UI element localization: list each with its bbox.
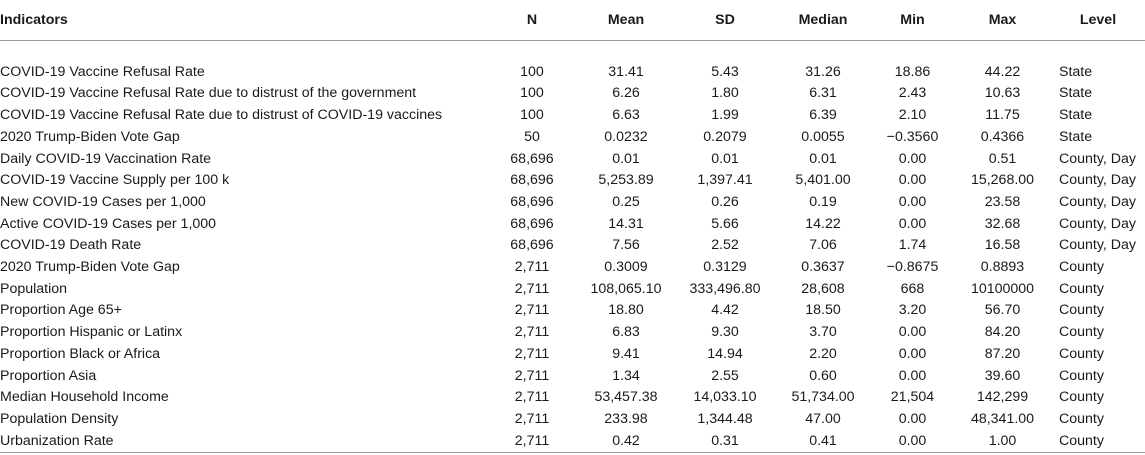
- cell-median: 0.19: [809, 193, 837, 210]
- cell-n: 2,711: [514, 410, 550, 427]
- cell-mean: 6.63: [612, 107, 640, 124]
- cell-min: 0.00: [898, 345, 927, 362]
- table-row: [0, 192, 1145, 214]
- cell-indicator: Proportion Age 65+: [0, 302, 122, 319]
- table-row: [0, 322, 1145, 344]
- table-row: [0, 300, 1145, 322]
- cell-indicator: COVID-19 Vaccine Refusal Rate due to distrust of COVID-19 vaccines: [0, 107, 443, 124]
- cell-mean: 233.98: [604, 410, 648, 427]
- cell-max: 0.4366: [980, 128, 1025, 145]
- cell-max: 10100000: [970, 280, 1035, 297]
- cell-level: State: [1059, 107, 1093, 124]
- cell-median: 47.00: [805, 410, 841, 427]
- cell-sd: 0.01: [711, 150, 739, 167]
- cell-n: 68,696: [510, 172, 554, 189]
- cell-level: County, Day: [1059, 150, 1137, 167]
- cell-level: County: [1059, 389, 1104, 406]
- table-row: [0, 257, 1145, 279]
- cell-max: 39.60: [984, 367, 1021, 384]
- table-row: [0, 344, 1145, 366]
- table-row: [0, 387, 1145, 409]
- cell-max: 0.8893: [980, 259, 1025, 276]
- cell-level: State: [1059, 63, 1093, 80]
- table-row: [0, 409, 1145, 431]
- cell-mean: 5,253.89: [598, 172, 654, 189]
- cell-indicator: COVID-19 Vaccine Supply per 100 k: [0, 172, 230, 189]
- cell-max: 11.75: [985, 107, 1020, 124]
- cell-n: 2,711: [514, 259, 550, 276]
- cell-level: County: [1059, 345, 1104, 362]
- cell-level: County: [1059, 302, 1104, 319]
- cell-indicator: Daily COVID-19 Vaccination Rate: [0, 150, 212, 167]
- cell-mean: 18.80: [608, 302, 644, 319]
- cell-mean: 6.83: [612, 324, 640, 341]
- cell-indicator: Urbanization Rate: [0, 432, 114, 449]
- cell-sd: 0.3129: [703, 259, 747, 276]
- cell-min: 3.20: [898, 302, 927, 319]
- cell-median: 7.06: [809, 237, 837, 254]
- cell-max: 56.70: [984, 302, 1021, 319]
- cell-n: 100: [520, 107, 544, 124]
- cell-level: County, Day: [1059, 172, 1137, 189]
- header-mean: Mean: [577, 0, 675, 40]
- cell-median: 2.20: [809, 345, 837, 362]
- cell-min: 0.00: [898, 324, 927, 341]
- cell-min: 0.00: [898, 410, 927, 427]
- cell-max: 48,341.00: [970, 410, 1035, 427]
- header-indicators: Indicators: [0, 0, 487, 40]
- cell-min: 0.00: [898, 215, 927, 232]
- cell-max: 84.20: [984, 324, 1021, 341]
- cell-median: 6.31: [809, 85, 837, 102]
- cell-n: 2,711: [514, 324, 550, 341]
- header-level: Level: [1051, 0, 1145, 40]
- cell-sd: 5.43: [711, 63, 739, 80]
- cell-median: 18.50: [805, 302, 841, 319]
- cell-median: 0.01: [809, 150, 837, 167]
- cell-mean: 0.01: [612, 150, 640, 167]
- cell-sd: 333,496.80: [689, 280, 761, 297]
- table-row: [0, 83, 1145, 105]
- cell-level: County: [1059, 324, 1104, 341]
- cell-min: 2.10: [898, 107, 927, 124]
- cell-sd: 0.26: [711, 193, 739, 210]
- table-body: [0, 40, 1145, 453]
- cell-indicator: 2020 Trump-Biden Vote Gap: [0, 128, 180, 145]
- cell-indicator: New COVID-19 Cases per 1,000: [0, 193, 206, 210]
- cell-sd: 0.31: [711, 432, 739, 449]
- table-row: [0, 62, 1145, 84]
- cell-min: 21,504: [890, 389, 935, 406]
- cell-sd: 2.55: [711, 367, 739, 384]
- cell-level: State: [1059, 128, 1093, 145]
- cell-mean: 6.26: [612, 85, 640, 102]
- cell-sd: 0.2079: [703, 128, 747, 145]
- cell-mean: 0.3009: [604, 259, 648, 276]
- cell-level: County, Day: [1059, 215, 1137, 232]
- table-header: [0, 0, 1145, 40]
- cell-max: 23.58: [984, 193, 1021, 210]
- cell-mean: 108,065.10: [590, 280, 662, 297]
- cell-median: 51,734.00: [791, 389, 855, 406]
- cell-n: 68,696: [510, 237, 554, 254]
- cell-mean: 0.0232: [604, 128, 648, 145]
- cell-min: 2.43: [898, 85, 927, 102]
- table-row: [0, 105, 1145, 127]
- header-median: Median: [775, 0, 871, 40]
- cell-median: 14.22: [805, 215, 841, 232]
- cell-median: 6.39: [809, 107, 837, 124]
- cell-sd: 1,344.48: [697, 410, 753, 427]
- cell-sd: 1.99: [711, 107, 739, 124]
- table-row: [0, 279, 1145, 301]
- table-row: [0, 366, 1145, 388]
- cell-n: 2,711: [514, 389, 550, 406]
- cell-sd: 5.66: [711, 215, 739, 232]
- cell-sd: 2.52: [711, 237, 739, 254]
- cell-median: 3.70: [809, 324, 837, 341]
- header-sd: SD: [675, 0, 775, 40]
- cell-indicator: COVID-19 Death Rate: [0, 237, 142, 254]
- cell-indicator: Proportion Hispanic or Latinx: [0, 324, 183, 341]
- table-row: [0, 149, 1145, 171]
- cell-min: 0.00: [898, 193, 927, 210]
- cell-level: County: [1059, 367, 1104, 384]
- cell-n: 2,711: [514, 302, 550, 319]
- cell-level: County: [1059, 432, 1104, 449]
- cell-min: 668: [900, 280, 925, 297]
- cell-level: County: [1059, 259, 1104, 276]
- cell-indicator: 2020 Trump-Biden Vote Gap: [0, 259, 180, 276]
- cell-n: 100: [520, 85, 544, 102]
- cell-sd: 4.42: [711, 302, 739, 319]
- cell-mean: 9.41: [612, 345, 640, 362]
- cell-max: 10.63: [984, 85, 1021, 102]
- cell-mean: 14.31: [608, 215, 644, 232]
- cell-level: State: [1059, 85, 1093, 102]
- header-max: Max: [954, 0, 1051, 40]
- cell-max: 32.68: [984, 215, 1021, 232]
- cell-sd: 1,397.41: [697, 172, 753, 189]
- header-row: [0, 0, 1145, 40]
- cell-min: 0.00: [898, 367, 927, 384]
- cell-max: 15,268.00: [970, 172, 1035, 189]
- cell-n: 2,711: [514, 345, 550, 362]
- cell-sd: 14.94: [707, 345, 743, 362]
- cell-n: 50: [524, 128, 540, 145]
- cell-median: 5,401.00: [795, 172, 851, 189]
- table-row: [0, 214, 1145, 236]
- cell-n: 68,696: [510, 193, 554, 210]
- cell-sd: 14,033.10: [693, 389, 757, 406]
- cell-n: 2,711: [514, 367, 550, 384]
- cell-indicator: COVID-19 Vaccine Refusal Rate: [0, 63, 205, 80]
- cell-mean: 0.25: [612, 193, 640, 210]
- cell-n: 68,696: [510, 150, 554, 167]
- cell-level: County: [1059, 280, 1104, 297]
- cell-level: County, Day: [1059, 237, 1137, 254]
- cell-median: 31.26: [805, 63, 841, 80]
- cell-max: 44.22: [984, 63, 1021, 80]
- table-row: [0, 127, 1145, 149]
- cell-mean: 7.56: [612, 237, 640, 254]
- cell-max: 142,299: [976, 389, 1029, 406]
- cell-min: 0.00: [898, 432, 927, 449]
- cell-sd: 1.80: [711, 85, 739, 102]
- cell-indicator: Median Household Income: [0, 389, 169, 406]
- cell-median: 0.3637: [801, 259, 845, 276]
- cell-indicator: Population Density: [0, 410, 119, 427]
- cell-n: 100: [520, 63, 544, 80]
- cell-n: 68,696: [510, 215, 554, 232]
- cell-min: 18.86: [894, 63, 931, 80]
- cell-median: 0.41: [809, 432, 837, 449]
- header-n: N: [487, 0, 577, 40]
- cell-sd: 9.30: [711, 324, 739, 341]
- table-row: [0, 235, 1145, 257]
- header-min: Min: [871, 0, 954, 40]
- cell-min: 0.00: [898, 150, 927, 167]
- cell-min: −0.8675: [886, 259, 939, 276]
- cell-indicator: Proportion Asia: [0, 367, 97, 384]
- cell-indicator: Population: [0, 280, 68, 297]
- cell-min: 0.00: [898, 172, 927, 189]
- cell-max: 1.00: [988, 432, 1017, 449]
- cell-max: 87.20: [984, 345, 1021, 362]
- cell-mean: 31.41: [608, 63, 644, 80]
- cell-indicator: COVID-19 Vaccine Refusal Rate due to distrust of the government: [0, 85, 417, 102]
- cell-min: 1.74: [898, 237, 927, 254]
- cell-min: −0.3560: [886, 128, 939, 145]
- cell-max: 16.58: [984, 237, 1021, 254]
- table-row: [0, 431, 1145, 453]
- cell-n: 2,711: [514, 280, 550, 297]
- table-row: [0, 170, 1145, 192]
- cell-median: 28,608: [801, 280, 845, 297]
- cell-max: 0.51: [988, 150, 1017, 167]
- cell-mean: 1.34: [612, 367, 640, 384]
- cell-mean: 0.42: [612, 432, 640, 449]
- cell-n: 2,711: [514, 432, 550, 449]
- cell-median: 0.60: [809, 367, 837, 384]
- cell-indicator: Proportion Black or Africa: [0, 345, 161, 362]
- cell-median: 0.0055: [801, 128, 845, 145]
- cell-indicator: Active COVID-19 Cases per 1,000: [0, 215, 217, 232]
- spacer-row: [0, 40, 1145, 62]
- cell-level: County, Day: [1059, 193, 1137, 210]
- cell-mean: 53,457.38: [594, 389, 658, 406]
- cell-level: County: [1059, 410, 1104, 427]
